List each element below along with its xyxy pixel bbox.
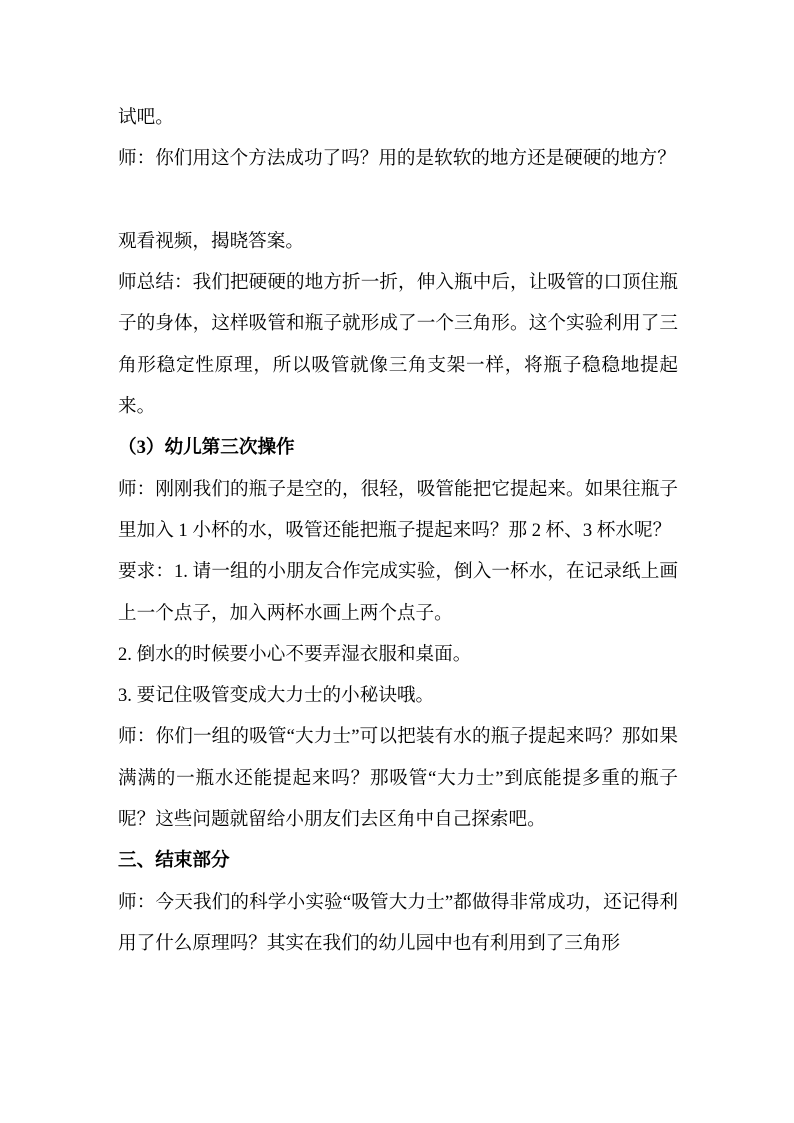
- paragraph: 观看视频，揭晓答案。: [118, 230, 304, 252]
- document-content: [118, 97, 678, 964]
- paragraph: 3. 要记住吸管变成大力士的小秘诀哦。: [118, 685, 435, 707]
- paragraph: 要求：1. 请一组的小朋友合作完成实验，倒入一杯水，在记录纸上画上一个点子，加入两杯水画上两个点子。: [118, 561, 678, 624]
- paragraph: 师：今天我们的科学小实验“吸管大力士”都做得非常成功，还记得利用了什么原理吗？其实在我们的幼儿园中也有利用到了三角形: [118, 891, 678, 954]
- blank-line: [118, 180, 678, 221]
- paragraph: 师：你们一组的吸管“大力士”可以把装有水的瓶子提起来吗？那如果满满的一瓶水还能提起来吗？那吸管“大力士”到底能提多重的瓶子呢？这些问题就留给小朋友们去区角中自己探索吧。: [118, 726, 678, 831]
- section-heading: 三、结束部分: [118, 850, 230, 872]
- paragraph: 师总结：我们把硬硬的地方折一折，伸入瓶中后，让吸管的口顶住瓶子的身体，这样吸管和瓶子就形成了一个三角形。这个实验利用了三角形稳定性原理，所以吸管就像三角支架一样，将瓶子稳稳地提起来。: [118, 272, 678, 418]
- paragraph: 师：刚刚我们的瓶子是空的，很轻，吸管能把它提起来。如果往瓶子里加入 1 小杯的水，吸管还能把瓶子提起来吗？那 2 杯、3 杯水呢？: [118, 478, 678, 541]
- section-heading: （3）幼儿第三次操作: [118, 437, 295, 459]
- paragraph: 2. 倒水的时候要小心不要弄湿衣服和桌面。: [118, 643, 472, 665]
- paragraph: 师：你们用这个方法成功了吗？用的是软软的地方还是硬硬的地方？: [118, 148, 676, 170]
- paragraph: 试吧。: [118, 107, 174, 128]
